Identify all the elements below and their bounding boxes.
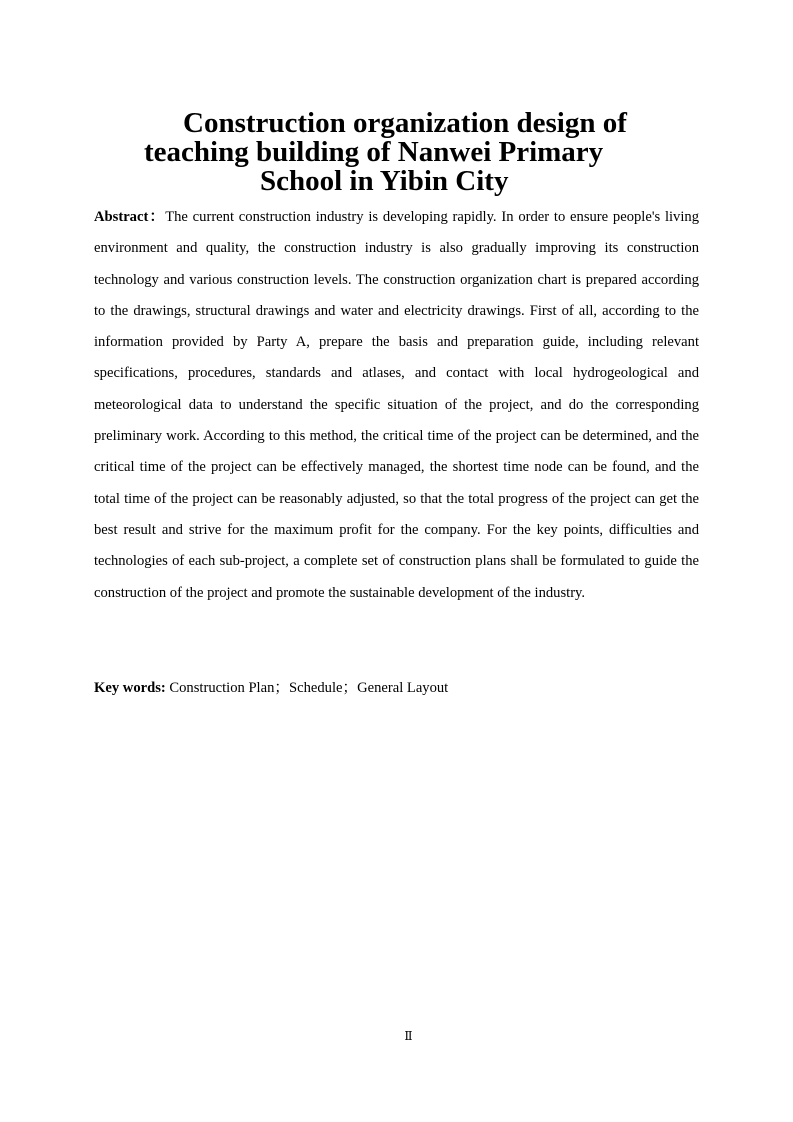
document-title [95, 109, 735, 196]
title-line: Construction organization design of [183, 107, 627, 139]
abstract-paragraph [94, 202, 699, 609]
page-number: Ⅱ [404, 1029, 413, 1043]
keywords-text: Construction Plan；Schedule；General Layout [165, 680, 449, 696]
keywords-line [94, 676, 699, 700]
title-line: teaching building of Nanwei Primary [144, 136, 604, 168]
keywords-label: Key words: [94, 680, 166, 696]
abstract-label: Abstract： [94, 209, 166, 225]
title-line: School in Yibin City [260, 165, 509, 197]
abstract-text: The current construction industry is developing rapidly. In order to ensure people's living environment and quality, the construction industry is also gradually improving its construction technology and various construction levels. The construction organization chart is prepared according to the drawings, structural drawings and water and electricity drawings. First of all, according to the information provided by Party A, prepare the basis and preparation guide, including relevant specifications, procedures, standards and atlases, and contact with local hydrogeological and meteorological data to understand the specific situation of the project, and do the corresponding preliminary work. According to this method, the critical time of the project can be determined, and the critical time of the project can be effectively managed, the shortest time node can be found, and the total time of the project can be reasonably adjusted, so that the total progress of the project can get the best result and strive for the maximum profit for the company. For the key points, difficulties and technologies of each sub-project, a complete set of construction plans shall be formulated to guide the construction of the project and promote the sustainable development of the industry. [94, 209, 699, 601]
